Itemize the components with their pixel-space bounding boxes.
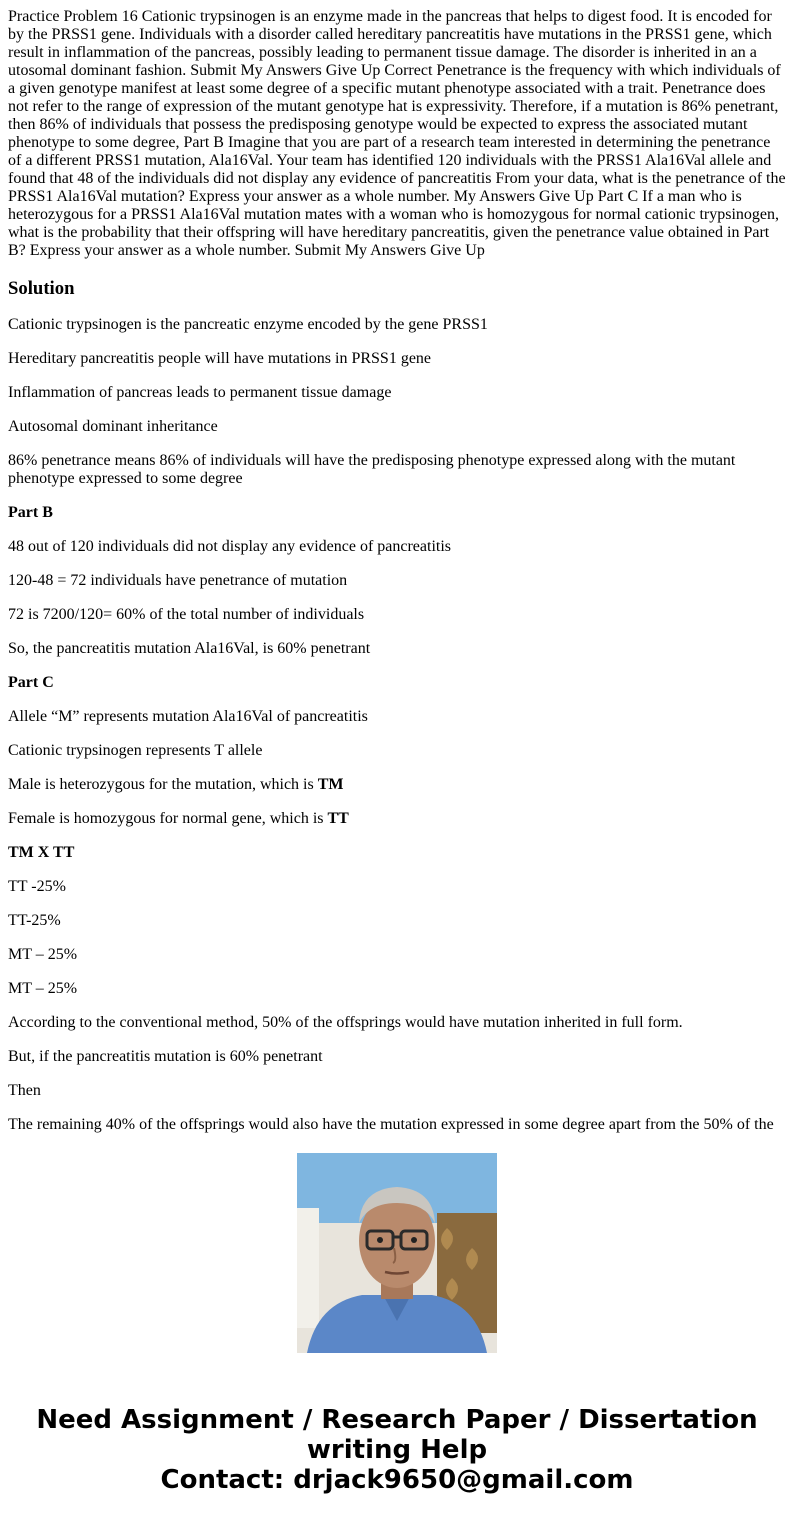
problem-text: Practice Problem 16 Cationic trypsinogen is an enzyme made in the pancreas that helps to digest food. It is encoded for by the PRSS1 gene. Individuals with a disorder called hereditary pancreatitis have mutations in the PRSS1 gene, which result in inflammation of the pancreas, possibly leading to permanent tissue damage. The disorder is inherited in an a utosomal dominant fashion. Submit My Answers Give Up Correct Penetrance is the frequency with which individuals of a given genotype manifest at least some degree of a specific mutant phenotype associated with a trait. Penetrance does not refer to the range of expression of the mutant genotype hat is expressivity. Therefore, if a mutation is 86% penetrant, then 86% of individuals that possess the predisposing genotype would be expected to express the associated mutant phenotype to some degree, Part B Imagine that you are part of a research team interested in determining the penetrance of a different PRSS1 mutation, Ala16Val. Your team has identified 120 individuals with the PRSS1 Ala16Val allele and found that 48 of the individuals did not display any evidence of pancreatitis From your data, what is the penetrance of the PRSS1 Ala16Val mutation? Express your answer as a whole number. My Answers Give Up Part C If a man who is heterozygous for a PRSS1 Ala16Val mutation mates with a woman who is homozygous for normal cationic trypsinogen, what is the probability that their offspring will have hereditary pancreatitis, given the penetrance value obtained in Part B? Express your answer as a whole number. Submit My Answers Give Up <box>8 8 786 259</box>
offspring-result: TT -25% <box>8 878 66 895</box>
male-genotype-text: Male is heterozygous for the mutation, which is <box>8 776 318 793</box>
offspring-result: MT – 25% <box>8 946 78 963</box>
page-content <box>8 8 786 1133</box>
solution-line <box>8 810 786 828</box>
solution-line: 86% penetrance means 86% of individuals will have the predisposing phenotype expressed along with the mutant phenotype expressed to some degree <box>8 452 736 487</box>
part-c-label: Part C <box>8 674 54 691</box>
offspring-result: TT-25% <box>8 912 61 929</box>
solution-heading: Solution <box>8 278 75 299</box>
avatar <box>297 1153 497 1353</box>
part-c-heading <box>8 674 786 692</box>
solution-line: So, the pancreatitis mutation Ala16Val, is 60% penetrant <box>8 640 371 657</box>
part-b-heading <box>8 504 786 522</box>
part-b-label: Part B <box>8 504 53 521</box>
solution-line: According to the conventional method, 50% of the offsprings would have mutation inherited in full form. <box>8 1014 683 1031</box>
solution-body <box>8 316 786 1134</box>
banner-line-2: writing Help <box>306 1435 488 1465</box>
solution-line: Cationic trypsinogen is the pancreatic enzyme encoded by the gene PRSS1 <box>8 316 488 333</box>
solution-line-cut: The remaining 40% of the offsprings would also have the mutation expressed in some degree apart from the 50% of the <box>8 1116 774 1133</box>
offspring-result: MT – 25% <box>8 980 78 997</box>
contact-banner <box>0 1405 794 1495</box>
solution-line: But, if the pancreatitis mutation is 60% penetrant <box>8 1048 323 1065</box>
solution-line: Autosomal dominant inheritance <box>8 418 218 435</box>
promo-section <box>0 1123 794 1523</box>
banner-line-1: Need Assignment / Research Paper / Dissertation <box>36 1405 758 1435</box>
female-genotype: TT <box>327 810 349 827</box>
solution-line: Then <box>8 1082 41 1099</box>
cross-line <box>8 844 786 862</box>
genetic-cross: TM X TT <box>8 844 75 861</box>
solution-line: Hereditary pancreatitis people will have mutations in PRSS1 gene <box>8 350 432 367</box>
solution-line: Inflammation of pancreas leads to permanent tissue damage <box>8 384 392 401</box>
solution-line: 48 out of 120 individuals did not display any evidence of pancreatitis <box>8 538 452 555</box>
solution-line: Cationic trypsinogen represents T allele <box>8 742 263 759</box>
male-genotype: TM <box>317 776 344 793</box>
avatar-portrait-icon <box>297 1153 497 1353</box>
solution-line: Allele “M” represents mutation Ala16Val of pancreatitis <box>8 708 368 725</box>
solution-line <box>8 776 786 794</box>
banner-contact-line: Contact: drjack9650@gmail.com <box>160 1465 634 1495</box>
solution-line: 120-48 = 72 individuals have penetrance of mutation <box>8 572 348 589</box>
female-genotype-text: Female is homozygous for normal gene, which is <box>8 810 328 827</box>
solution-line: 72 is 7200/120= 60% of the total number of individuals <box>8 606 365 623</box>
